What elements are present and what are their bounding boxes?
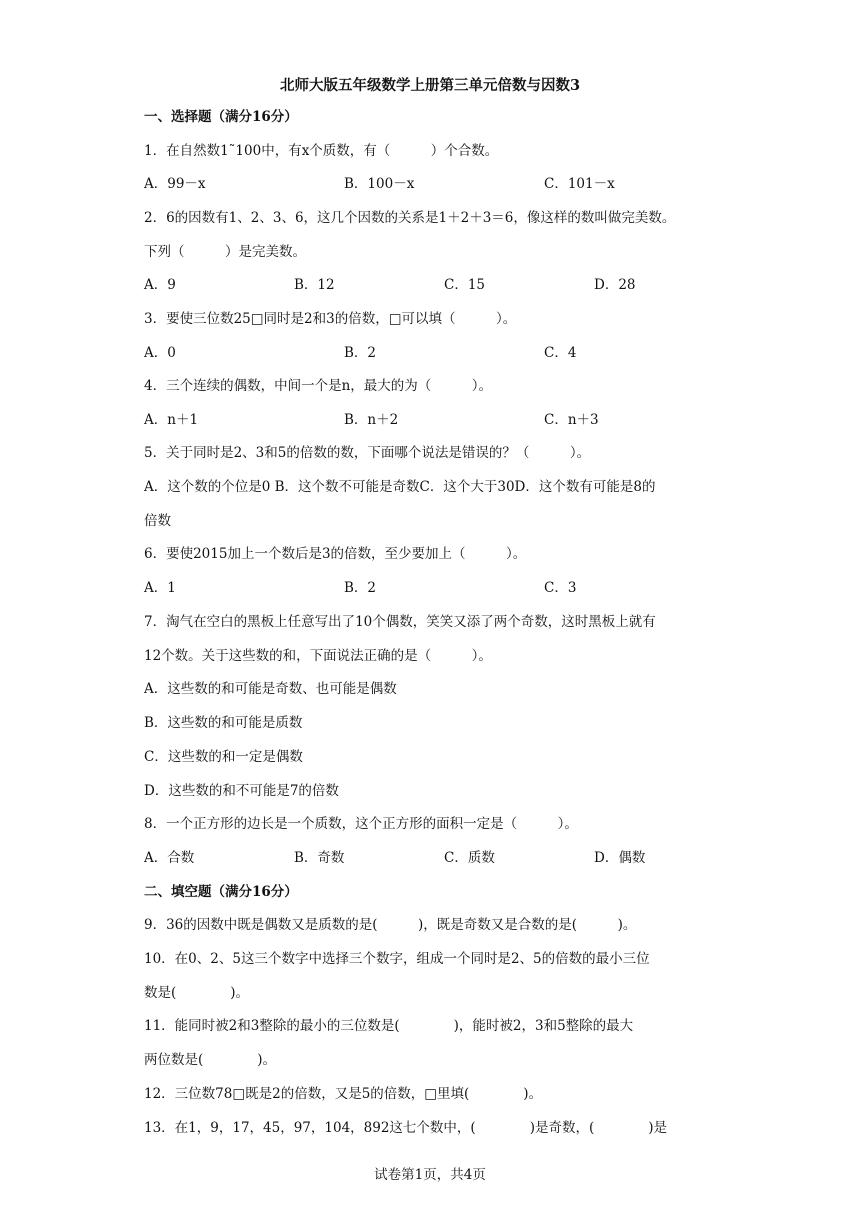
question-3: 3．要使三位数25□同时是2和3的倍数，□可以填（ ）。 — [144, 311, 517, 327]
q6-option-a: A．1 — [144, 580, 176, 596]
question-5-options-cont: 倍数 — [144, 513, 171, 529]
q3-option-a: A．0 — [144, 345, 176, 361]
q4-option-b: B．n＋2 — [344, 412, 399, 428]
question-11-cont: 两位数是( )。 — [144, 1052, 277, 1068]
q3-option-c: C．4 — [544, 345, 577, 361]
question-1: 1．在自然数1˜100中，有x个质数，有（ ）个合数。 — [144, 143, 499, 159]
question-5-options: A．这个数的个位是0 B．这个数不可能是奇数C．这个大于30D．这个数有可能是8的 — [144, 479, 656, 495]
question-12: 12．三位数78□既是2的倍数，又是5的倍数，□里填( )。 — [144, 1086, 543, 1102]
question-8: 8．一个正方形的边长是一个质数，这个正方形的面积一定是（ ）。 — [144, 816, 578, 832]
q7-option-c: C．这些数的和一定是偶数 — [144, 749, 303, 765]
question-9: 9．36的因数中既是偶数又是质数的是( )，既是奇数又是合数的是( )。 — [144, 917, 637, 933]
question-7: 7．淘气在空白的黑板上任意写出了10个偶数，笑笑又添了两个奇数，这时黑板上就有 — [144, 614, 656, 630]
q2-option-a: A．9 — [144, 277, 176, 293]
q7-option-d: D．这些数的和不可能是7的倍数 — [144, 783, 339, 799]
q2-option-d: D．28 — [594, 277, 636, 293]
page-title: 北师大版五年级数学上册第三单元倍数与因数3 — [279, 77, 581, 94]
q8-option-d: D．偶数 — [594, 850, 646, 866]
section-choice-heading: 一、选择题（满分16分） — [144, 109, 298, 125]
q1-option-a: A．99－x — [144, 176, 206, 192]
question-11: 11．能同时被2和3整除的最小的三位数是( )，能时被2，3和5整除的最大 — [144, 1018, 634, 1034]
q7-option-b: B．这些数的和可能是质数 — [144, 715, 303, 731]
q7-option-a: A．这些数的和可能是奇数、也可能是偶数 — [144, 681, 397, 697]
q2-option-b: B．12 — [294, 277, 335, 293]
q6-option-b: B．2 — [344, 580, 377, 596]
question-4: 4．三个连续的偶数，中间一个是n，最大的为（ ）。 — [144, 378, 493, 394]
question-6: 6．要使2015加上一个数后是3的倍数，至少要加上（ ）。 — [144, 546, 527, 562]
q8-option-b: B．奇数 — [294, 850, 345, 866]
q4-option-c: C．n＋3 — [544, 412, 599, 428]
question-10: 10．在0、2、5这三个数字中选择三个数字，组成一个同时是2、5的倍数的最小三位 — [144, 951, 650, 967]
section-fill-heading: 二、填空题（满分16分） — [144, 884, 298, 900]
page-footer: 试卷第1页，共4页 — [374, 1167, 486, 1183]
q1-option-b: B．100－x — [344, 176, 415, 192]
question-7-cont: 12个数。关于这些数的和，下面说法正确的是（ ）。 — [144, 648, 492, 664]
question-2: 2．6的因数有1、2、3、6，这几个因数的关系是1＋2＋3＝6，像这样的数叫做完美数。 — [144, 210, 676, 226]
q4-option-a: A．n＋1 — [144, 412, 199, 428]
q1-option-c: C．101－x — [544, 176, 615, 192]
q3-option-b: B．2 — [344, 345, 377, 361]
q8-option-c: C．质数 — [444, 850, 495, 866]
q6-option-c: C．3 — [544, 580, 577, 596]
q8-option-a: A．合数 — [144, 850, 195, 866]
question-2-cont: 下列（ ）是完美数。 — [144, 244, 306, 260]
question-10-cont: 数是( )。 — [144, 985, 250, 1001]
question-13: 13．在1，9，17，45，97，104，892这七个数中，( )是奇数，( )是 — [144, 1120, 667, 1136]
question-5: 5．关于同时是2、3和5的倍数的数，下面哪个说法是错误的？（ ）。 — [144, 445, 591, 461]
q2-option-c: C．15 — [444, 277, 486, 293]
